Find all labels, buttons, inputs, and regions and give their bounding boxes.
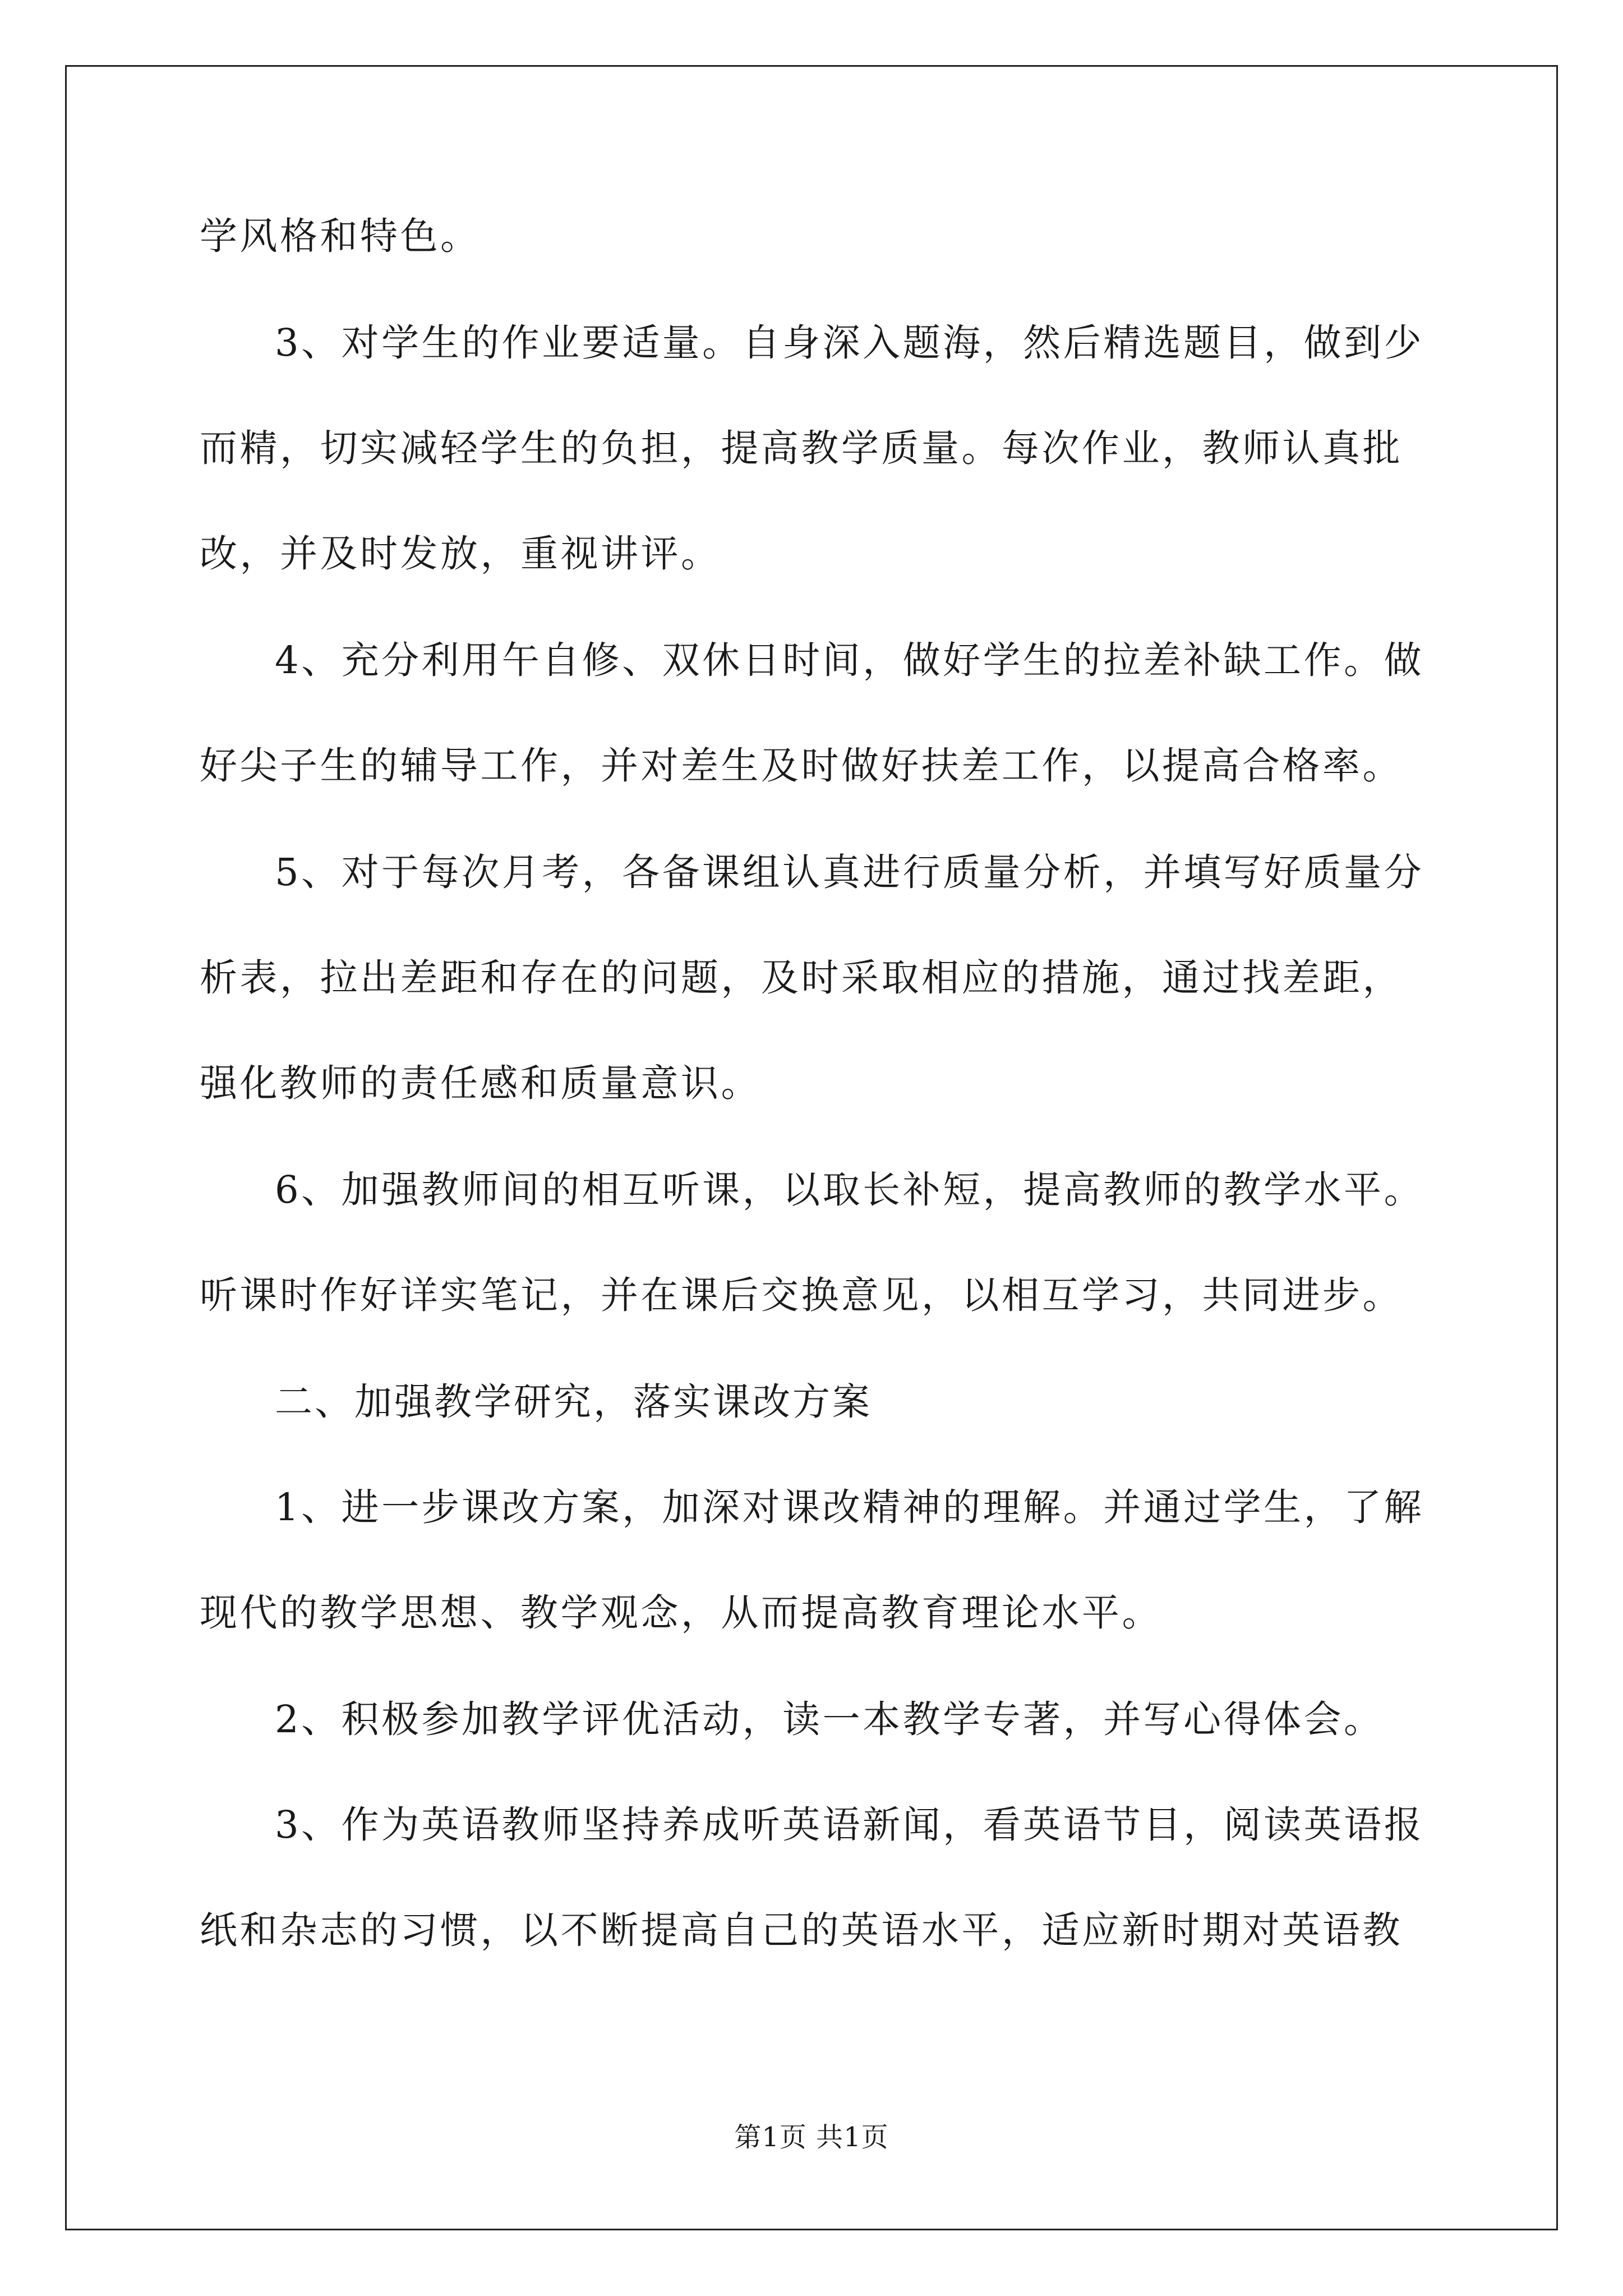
text-line: 4、充分利用午自修、双休日时间，做好学生的拉差补缺工作。做: [275, 638, 1424, 682]
page-number-footer: 第1页 共1页: [734, 2122, 889, 2153]
text-line: 5、对于每次月考，各备课组认真进行质量分析，并填写好质量分: [275, 850, 1424, 894]
text-line: 2、积极参加教学评优活动，读一本教学专著，并写心得体会。: [275, 1697, 1384, 1741]
text-line: 而精，切实减轻学生的负担，提高教学质量。每次作业，教师认真批: [200, 426, 1403, 470]
text-line: 强化教师的责任感和质量意识。: [200, 1061, 761, 1105]
text-line: 1、进一步课改方案，加深对课改精神的理解。并通过学生，了解: [275, 1485, 1424, 1529]
text-line: 改，并及时发放，重视讲评。: [200, 532, 721, 576]
section-heading: 二、加强教学研究，落实课改方案: [275, 1380, 872, 1424]
text-line: 6、加强教师间的相互听课，以取长补短，提高教师的教学水平。: [275, 1168, 1424, 1212]
text-line: 3、作为英语教师坚持养成听英语新闻，看英语节目，阅读英语报: [275, 1803, 1424, 1847]
text-line: 纸和杂志的习惯，以不断提高自己的英语水平，适应新时期对英语教: [200, 1908, 1403, 1952]
text-line: 学风格和特色。: [200, 214, 481, 258]
text-line: 好尖子生的辅导工作，并对差生及时做好扶差工作，以提高合格率。: [200, 744, 1403, 788]
text-line: 听课时作好详实笔记，并在课后交换意见，以相互学习，共同进步。: [200, 1273, 1403, 1317]
text-line: 析表，拉出差距和存在的问题，及时采取相应的措施，通过找差距，: [200, 956, 1403, 1000]
text-line: 现代的教学思想、教学观念，从而提高教育理论水平。: [200, 1591, 1162, 1635]
text-line: 3、对学生的作业要适量。自身深入题海，然后精选题目，做到少: [275, 321, 1424, 365]
